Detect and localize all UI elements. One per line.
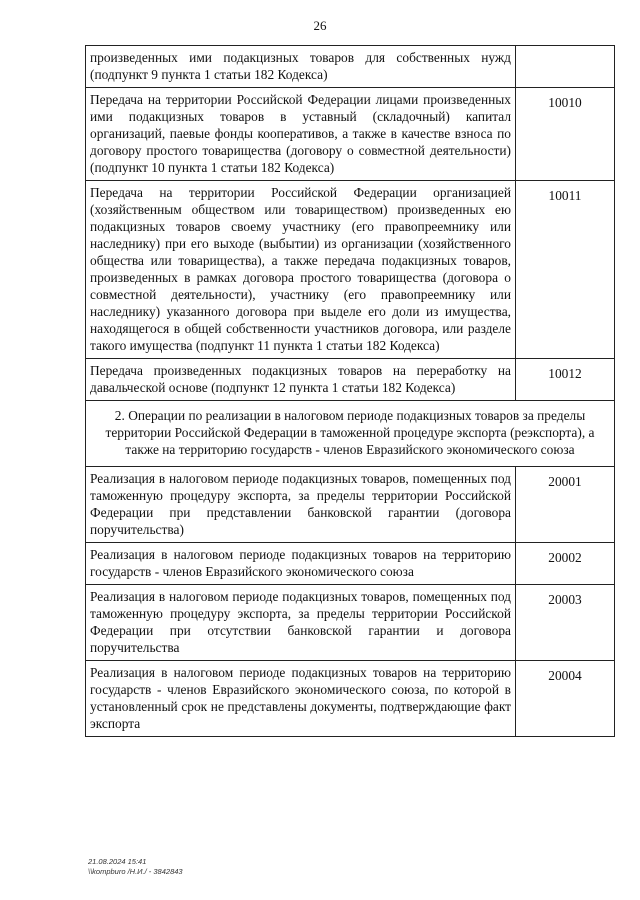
- operation-codes-table: [85, 45, 615, 737]
- row-code: 10011: [516, 181, 615, 359]
- row-description: Реализация в налоговом периоде подакцизных товаров, помещенных под таможенную процедуру экспорта, за пределы территории Российской Федерации при представлении банковской гарантии (договора поручительства): [86, 467, 516, 543]
- row-description: Реализация в налоговом периоде подакцизных товаров на территорию государств - членов Евразийского экономического союза, по которой в установленный срок не представлены документы, подтверждающие факт экспорта: [86, 661, 516, 737]
- row-code: 10012: [516, 359, 615, 401]
- row-description: Передача произведенных подакцизных товаров на переработку на давальческой основе (подпункт 12 пункта 1 статьи 182 Кодекса): [86, 359, 516, 401]
- table-row: [86, 46, 615, 88]
- table-row: [86, 88, 615, 181]
- row-code: 20002: [516, 543, 615, 585]
- row-code: 20001: [516, 467, 615, 543]
- footer-signature: \\kompburo /Н.И./ - 3842843: [88, 867, 183, 876]
- footer-timestamp: 21.08.2024 15:41: [88, 857, 147, 866]
- table-row: [86, 543, 615, 585]
- section-heading: 2. Операции по реализации в налоговом периоде подакцизных товаров за пределы территории Российской Федерации в таможенной процедуре экспорта (реэкспорта), а также на территорию государств - членов Евразийского экономического союза: [86, 401, 615, 467]
- table-row: [86, 661, 615, 737]
- row-description: произведенных ими подакцизных товаров для собственных нужд (подпункт 9 пункта 1 статьи 182 Кодекса): [86, 46, 516, 88]
- table-row: [86, 467, 615, 543]
- row-description: Реализация в налоговом периоде подакцизных товаров на территорию государств - членов Евразийского экономического союза: [86, 543, 516, 585]
- page-number: 26: [313, 18, 327, 33]
- row-description: Передача на территории Российской Федерации лицами произведенных ими подакцизных товаров в уставный (складочный) капитал организаций, паевые фонды кооперативов, а также в качестве взноса по договору простого товарищества (договору о совместной деятельности) (подпункт 10 пункта 1 статьи 182 Кодекса): [86, 88, 516, 181]
- row-code: [516, 46, 615, 88]
- row-description: Реализация в налоговом периоде подакцизных товаров, помещенных под таможенную процедуру экспорта, за пределы территории Российской Федерации при отсутствии банковской гарантии и договора поручительства: [86, 585, 516, 661]
- table-row: [86, 585, 615, 661]
- row-code: 20004: [516, 661, 615, 737]
- table-row: [86, 359, 615, 401]
- row-code: 10010: [516, 88, 615, 181]
- row-code: 20003: [516, 585, 615, 661]
- row-description: Передача на территории Российской Федерации организацией (хозяйственным обществом или товариществом) произведенных ею подакцизных товаров своему участнику (его правопреемнику или наследнику) при его выходе (выбытии) из организации (хозяйственного общества или товарищества), а также передача подакцизных товаров, произведенных в рамках договора простого товарищества (договора о совместной деятельности), участнику (его правопреемнику или наследнику) указанного договора при выделе его доли из имущества, находящегося в общей собственности участников договора, или разделе такого имущества (подпункт 11 пункта 1 статьи 182 Кодекса): [86, 181, 516, 359]
- section-header-row: [86, 401, 615, 467]
- table-row: [86, 181, 615, 359]
- document-footer: [88, 857, 183, 877]
